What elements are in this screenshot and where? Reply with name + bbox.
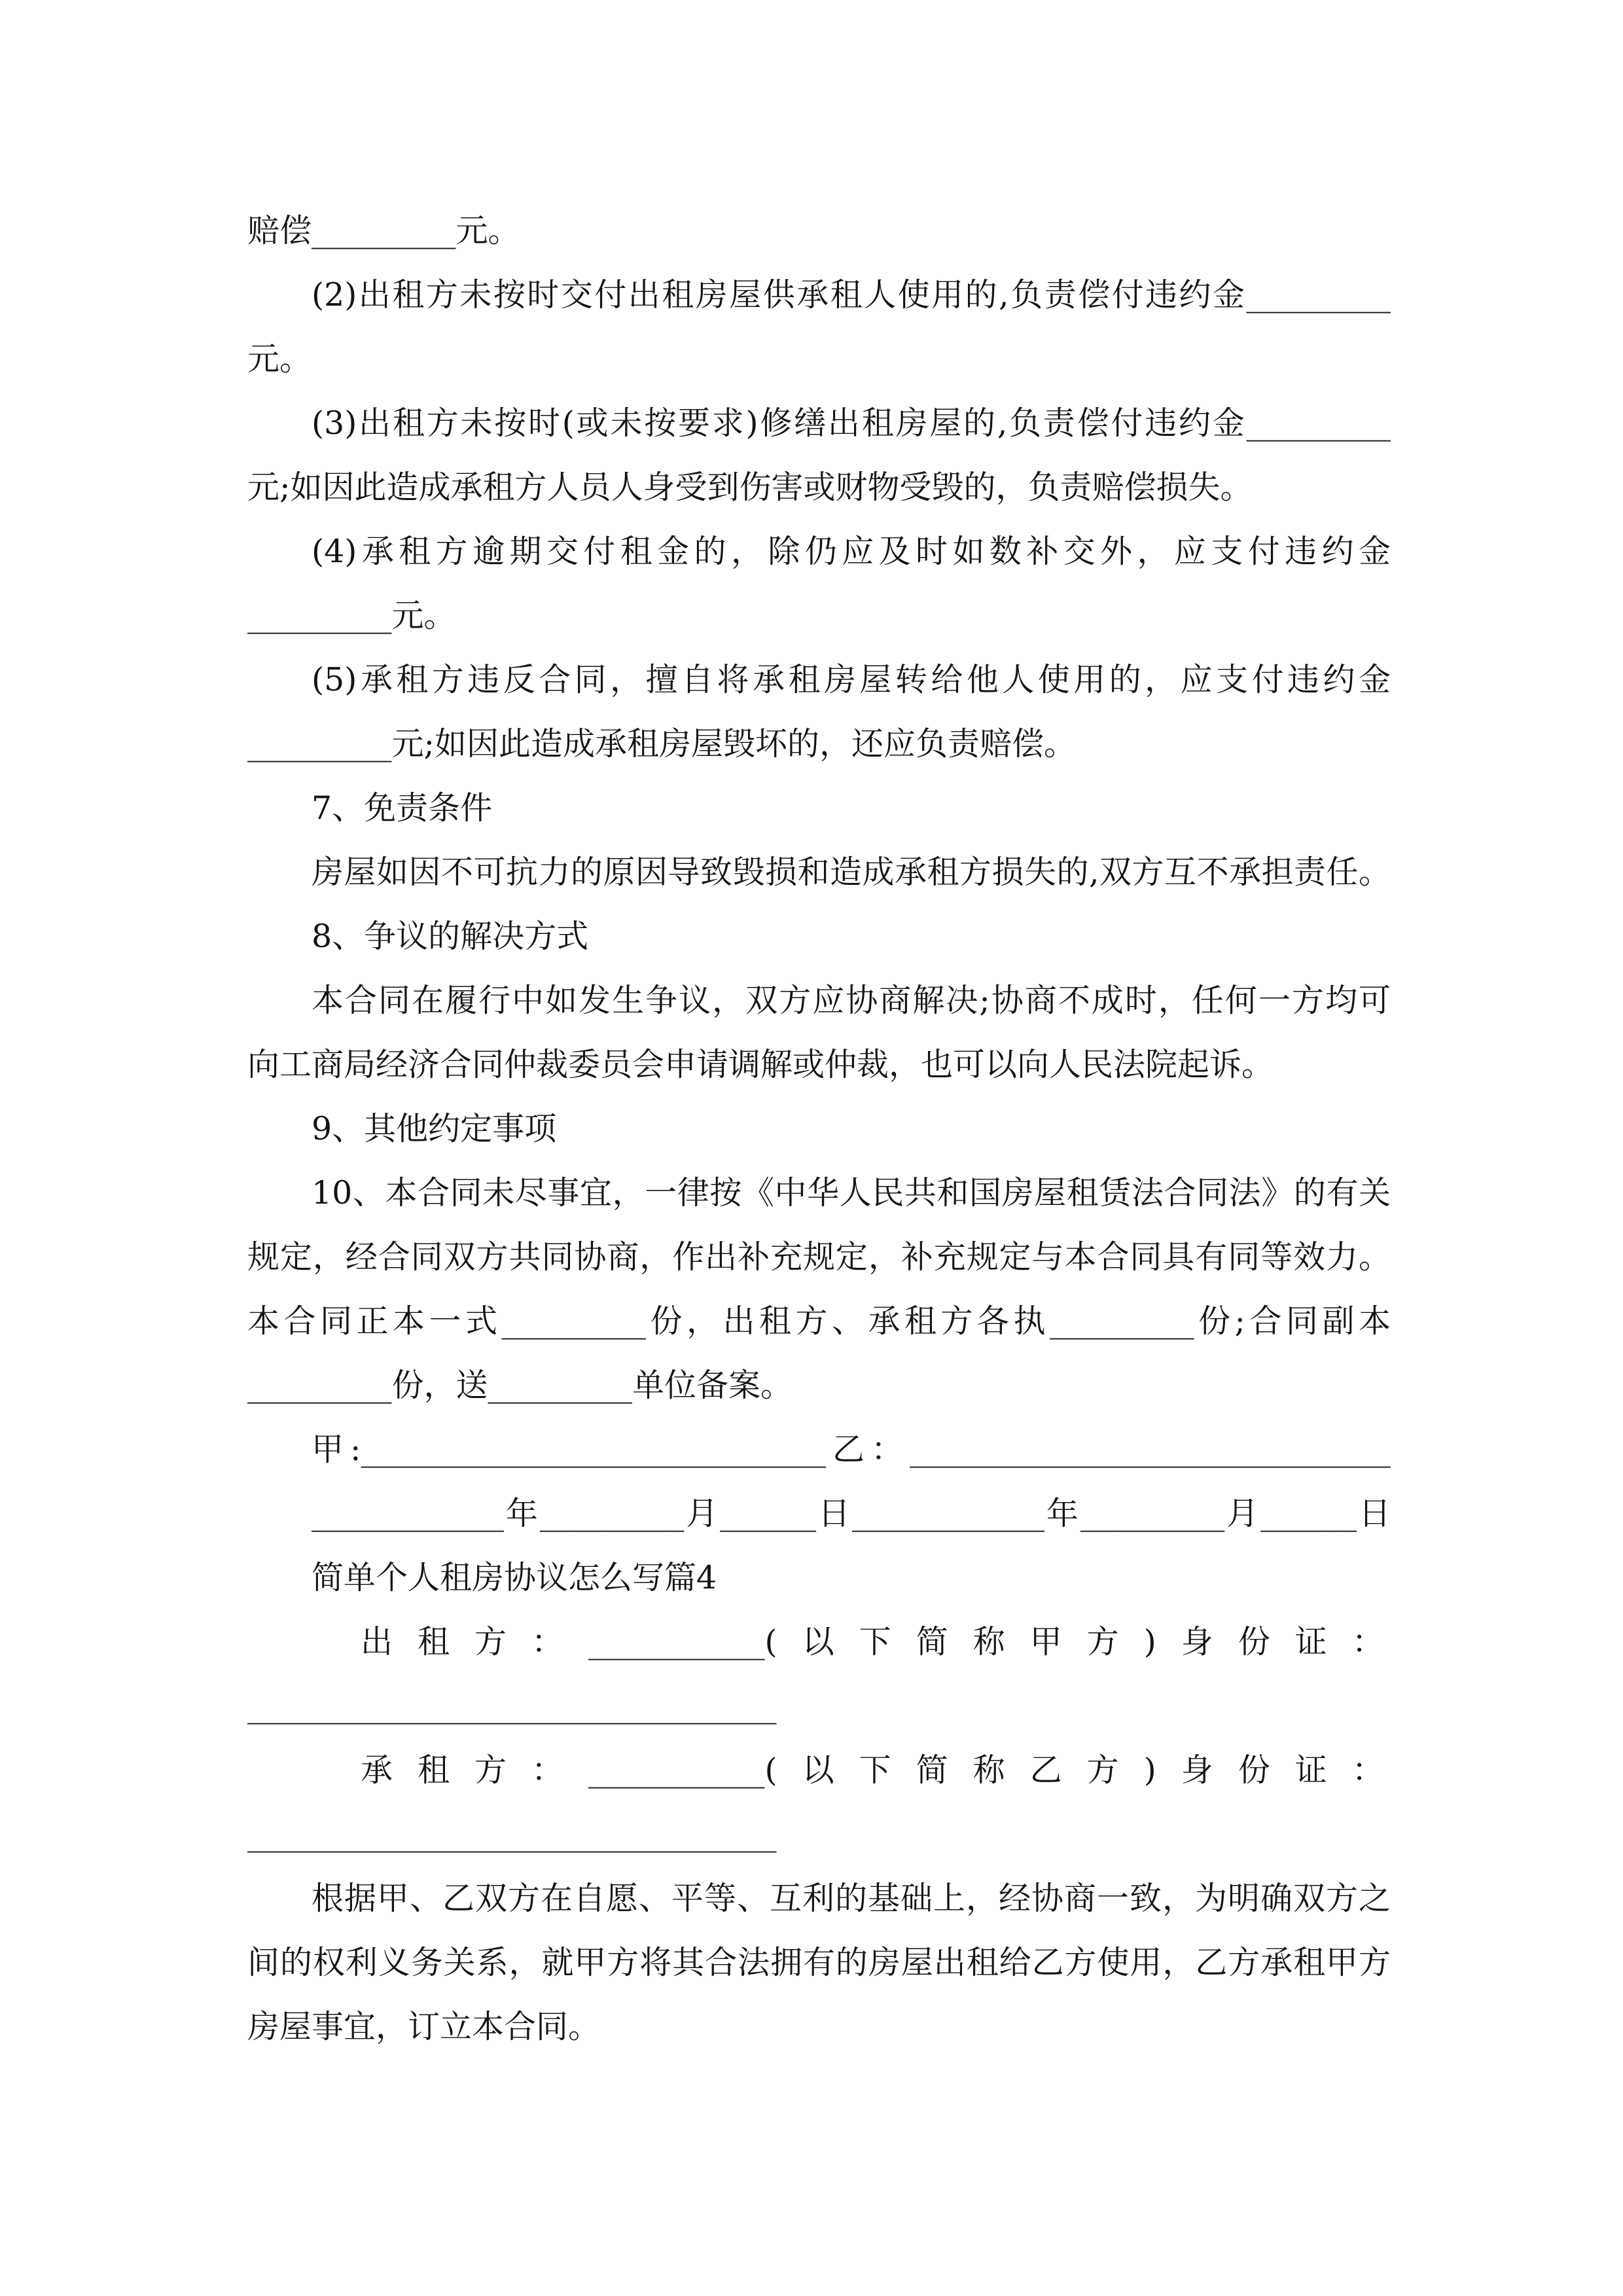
lessee-id-blank-line — [247, 1803, 1391, 1867]
penalty-clause-4-line-2: _________元。 — [247, 584, 1391, 648]
section-7-heading — [247, 776, 1391, 840]
fill-in-blank: _________ — [501, 1302, 646, 1340]
penalty-clause-4-line-1: (4)承租方逾期交付租金的，除仍应及时如数补交外，应支付违约金 — [312, 533, 1391, 570]
preamble-line-3: 房屋事宜，订立本合同。 — [247, 2008, 601, 2045]
document-body — [247, 199, 1409, 2059]
signature-block — [247, 1418, 1391, 1482]
penalty-clause-1-end-line-1: 赔偿_________元。 — [247, 199, 1391, 263]
section-10-body-line-4: _________份，送_________单位备案。 — [247, 1354, 1391, 1418]
fill-in-blank: ______ — [1260, 1495, 1357, 1532]
fill-in-blank: _________________________________ — [247, 1816, 777, 1853]
fill-in-blank: _________ — [1246, 276, 1391, 314]
penalty-clause-5 — [247, 648, 1391, 776]
fill-in-blank: _________ — [1246, 404, 1391, 442]
penalty-clause-5-line-1: (5)承租方违反合同，擅自将承租房屋转给他人使用的，应支付违约金 — [312, 661, 1391, 698]
lessor-info-line: 出租方：___________(以下简称甲方)身份证： — [247, 1610, 1391, 1674]
section-10-body-line-2: 规定，经合同双方共同协商，作出补充规定，补充规定与本合同具有同等效力。 — [247, 1238, 1391, 1276]
fill-in-blank: _________ — [539, 1495, 685, 1532]
penalty-clause-2-line-1: (2)出租方未按时交付出租房屋供承租人使用的,负责偿付违约金_________ — [247, 263, 1391, 327]
fill-in-blank: ___________ — [588, 1623, 765, 1660]
section-8-heading-line: 8、争议的解决方式 — [312, 918, 589, 955]
section-9-heading — [247, 1097, 1391, 1161]
penalty-clause-1-end — [247, 199, 1391, 263]
fill-in-blank: _________ — [247, 597, 392, 634]
agreement-4-title — [247, 1546, 1391, 1610]
section-10-body — [247, 1161, 1391, 1418]
penalty-clause-5-line-2: _________元;如因此造成承租房屋毁坏的，还应负责赔偿。 — [247, 712, 1391, 776]
section-8-body-line-2: 向工商局经济合同仲裁委员会申请调解或仲裁，也可以向人民法院起诉。 — [247, 1046, 1274, 1083]
section-7-heading-line: 7、免责条件 — [312, 789, 493, 827]
penalty-clause-2-line-2: 元。 — [247, 340, 312, 378]
penalty-clause-4 — [247, 520, 1391, 648]
section-7-body — [247, 840, 1391, 905]
section-10-body-line-1: 10、本合同未尽事宜，一律按《中华人民共和国房屋租赁法合同法》的有关 — [312, 1174, 1391, 1211]
section-8-body-line-1: 本合同在履行中如发生争议，双方应协商解决;协商不成时，任何一方均可 — [312, 982, 1391, 1019]
fill-in-blank: ___________ — [588, 1751, 765, 1789]
fill-in-blank: _________________________________ — [247, 1687, 777, 1725]
section-8-body — [247, 969, 1391, 1097]
signature-date-line: ____________年_________月______日____________年_________月______日 — [247, 1482, 1391, 1546]
agreement-4-title-line: 简单个人租房协议怎么写篇4 — [312, 1559, 717, 1596]
signature-date-block — [247, 1482, 1391, 1546]
fill-in-blank: _________ — [247, 725, 392, 762]
fill-in-blank: ____________ — [312, 1495, 504, 1532]
fill-in-blank: ______ — [720, 1495, 817, 1532]
penalty-clause-3 — [247, 391, 1391, 520]
lessor-id-blank-line — [247, 1674, 1391, 1738]
fill-in-blank: _________ — [488, 1367, 633, 1404]
section-7-body-line-1: 房屋如因不可抗力的原因导致毁损和造成承租方损失的,双方互不承担责任。 — [312, 853, 1391, 891]
preamble-line-2: 间的权利义务关系，就甲方将其合法拥有的房屋出租给乙方使用，乙方承租甲方 — [247, 1944, 1391, 1981]
section-8-heading — [247, 905, 1391, 969]
preamble-paragraph — [247, 1867, 1391, 2059]
lessee-info-line: 承租方：___________(以下简称乙方)身份证： — [247, 1738, 1391, 1803]
lessor-info — [247, 1610, 1409, 1738]
fill-in-blank: _________ — [1080, 1495, 1225, 1532]
section-9-heading-line: 9、其他约定事项 — [312, 1110, 557, 1147]
fill-in-blank: ______________________________ — [910, 1431, 1391, 1468]
lessee-info — [247, 1738, 1409, 1867]
penalty-clause-3-line-2: 元;如因此造成承租方人员人身受到伤害或财物受毁的，负责赔偿损失。 — [247, 469, 1253, 506]
fill-in-blank: _____________________________ — [361, 1431, 827, 1468]
fill-in-blank: ____________ — [851, 1495, 1044, 1532]
fill-in-blank: _________ — [247, 1367, 392, 1404]
penalty-clause-2 — [247, 263, 1391, 391]
section-10-body-line-3: 本合同正本一式_________份，出租方、承租方各执_________份;合同副本 — [247, 1289, 1391, 1354]
signature-party-line: 甲:_____________________________乙：______________________________ — [247, 1418, 1391, 1482]
penalty-clause-3-line-1: (3)出租方未按时(或未按要求)修缮出租房屋的,负责偿付违约金_________ — [247, 391, 1391, 456]
preamble-line-1: 根据甲、乙双方在自愿、平等、互利的基础上，经协商一致，为明确双方之 — [312, 1880, 1391, 1917]
fill-in-blank: _________ — [312, 212, 456, 249]
fill-in-blank: _________ — [1049, 1302, 1194, 1340]
